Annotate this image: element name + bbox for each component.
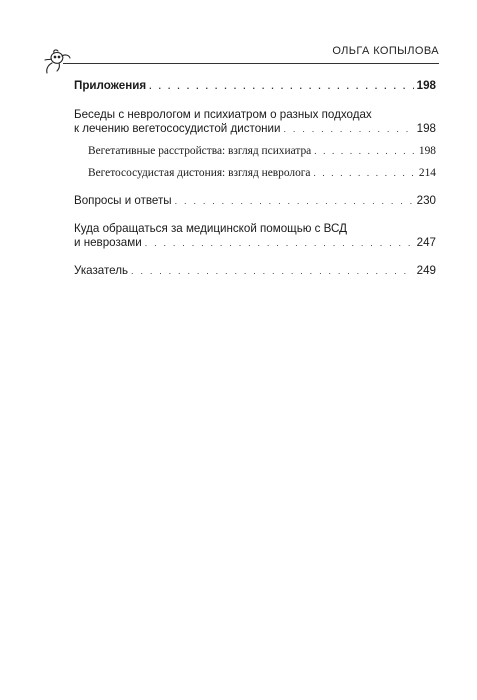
toc-entry-title-line1: Куда обращаться за медицинской помощью с ВСД — [74, 222, 347, 235]
toc-entry-conversations — [74, 108, 436, 136]
toc-entry-questions — [74, 194, 436, 208]
toc-entry-title-line2: и неврозами — [74, 236, 142, 249]
toc-page-number: 249 — [416, 264, 436, 277]
toc-page-number: 247 — [416, 236, 436, 249]
toc-leader-dots — [284, 122, 414, 136]
toc-entry-title: Вопросы и ответы — [74, 194, 172, 207]
running-header-author: ОЛЬГА КОПЫЛОВА — [332, 45, 439, 57]
toc-entry-index — [74, 264, 436, 278]
toc-subentry-neurologist — [74, 166, 436, 180]
toc-entry-title-line1: Беседы с неврологом и психиатром о разных подходах — [74, 108, 372, 121]
toc-entry-title: Указатель — [74, 264, 129, 277]
toc-page-number: 198 — [416, 122, 436, 135]
toc-leader-dots — [145, 236, 414, 250]
table-of-contents — [74, 79, 436, 278]
toc-page-number: 198 — [418, 145, 436, 157]
toc-page-number: 198 — [416, 79, 436, 92]
toc-leader-dots — [131, 264, 414, 278]
toc-leader-dots — [314, 166, 416, 180]
hand-drawn-figure-icon — [42, 47, 76, 77]
toc-entry-title: Вегетососудистая дистония: взгляд невролога — [88, 167, 311, 179]
header-rule — [63, 63, 439, 64]
toc-leader-dots — [149, 79, 414, 93]
toc-entry-title-line2: к лечению вегетососудистой дистонии — [74, 122, 281, 135]
toc-entry-title: Вегетативные расстройства: взгляд психиатра — [88, 145, 312, 157]
toc-page-number: 230 — [416, 194, 436, 207]
toc-leader-dots — [314, 144, 416, 158]
toc-entry-appendices — [74, 79, 436, 93]
toc-entry-where-to-go — [74, 222, 436, 250]
toc-subentry-psychiatrist — [74, 144, 436, 158]
toc-leader-dots — [175, 194, 414, 208]
toc-page-number: 214 — [418, 167, 436, 179]
toc-entry-title: Приложения — [74, 79, 147, 92]
